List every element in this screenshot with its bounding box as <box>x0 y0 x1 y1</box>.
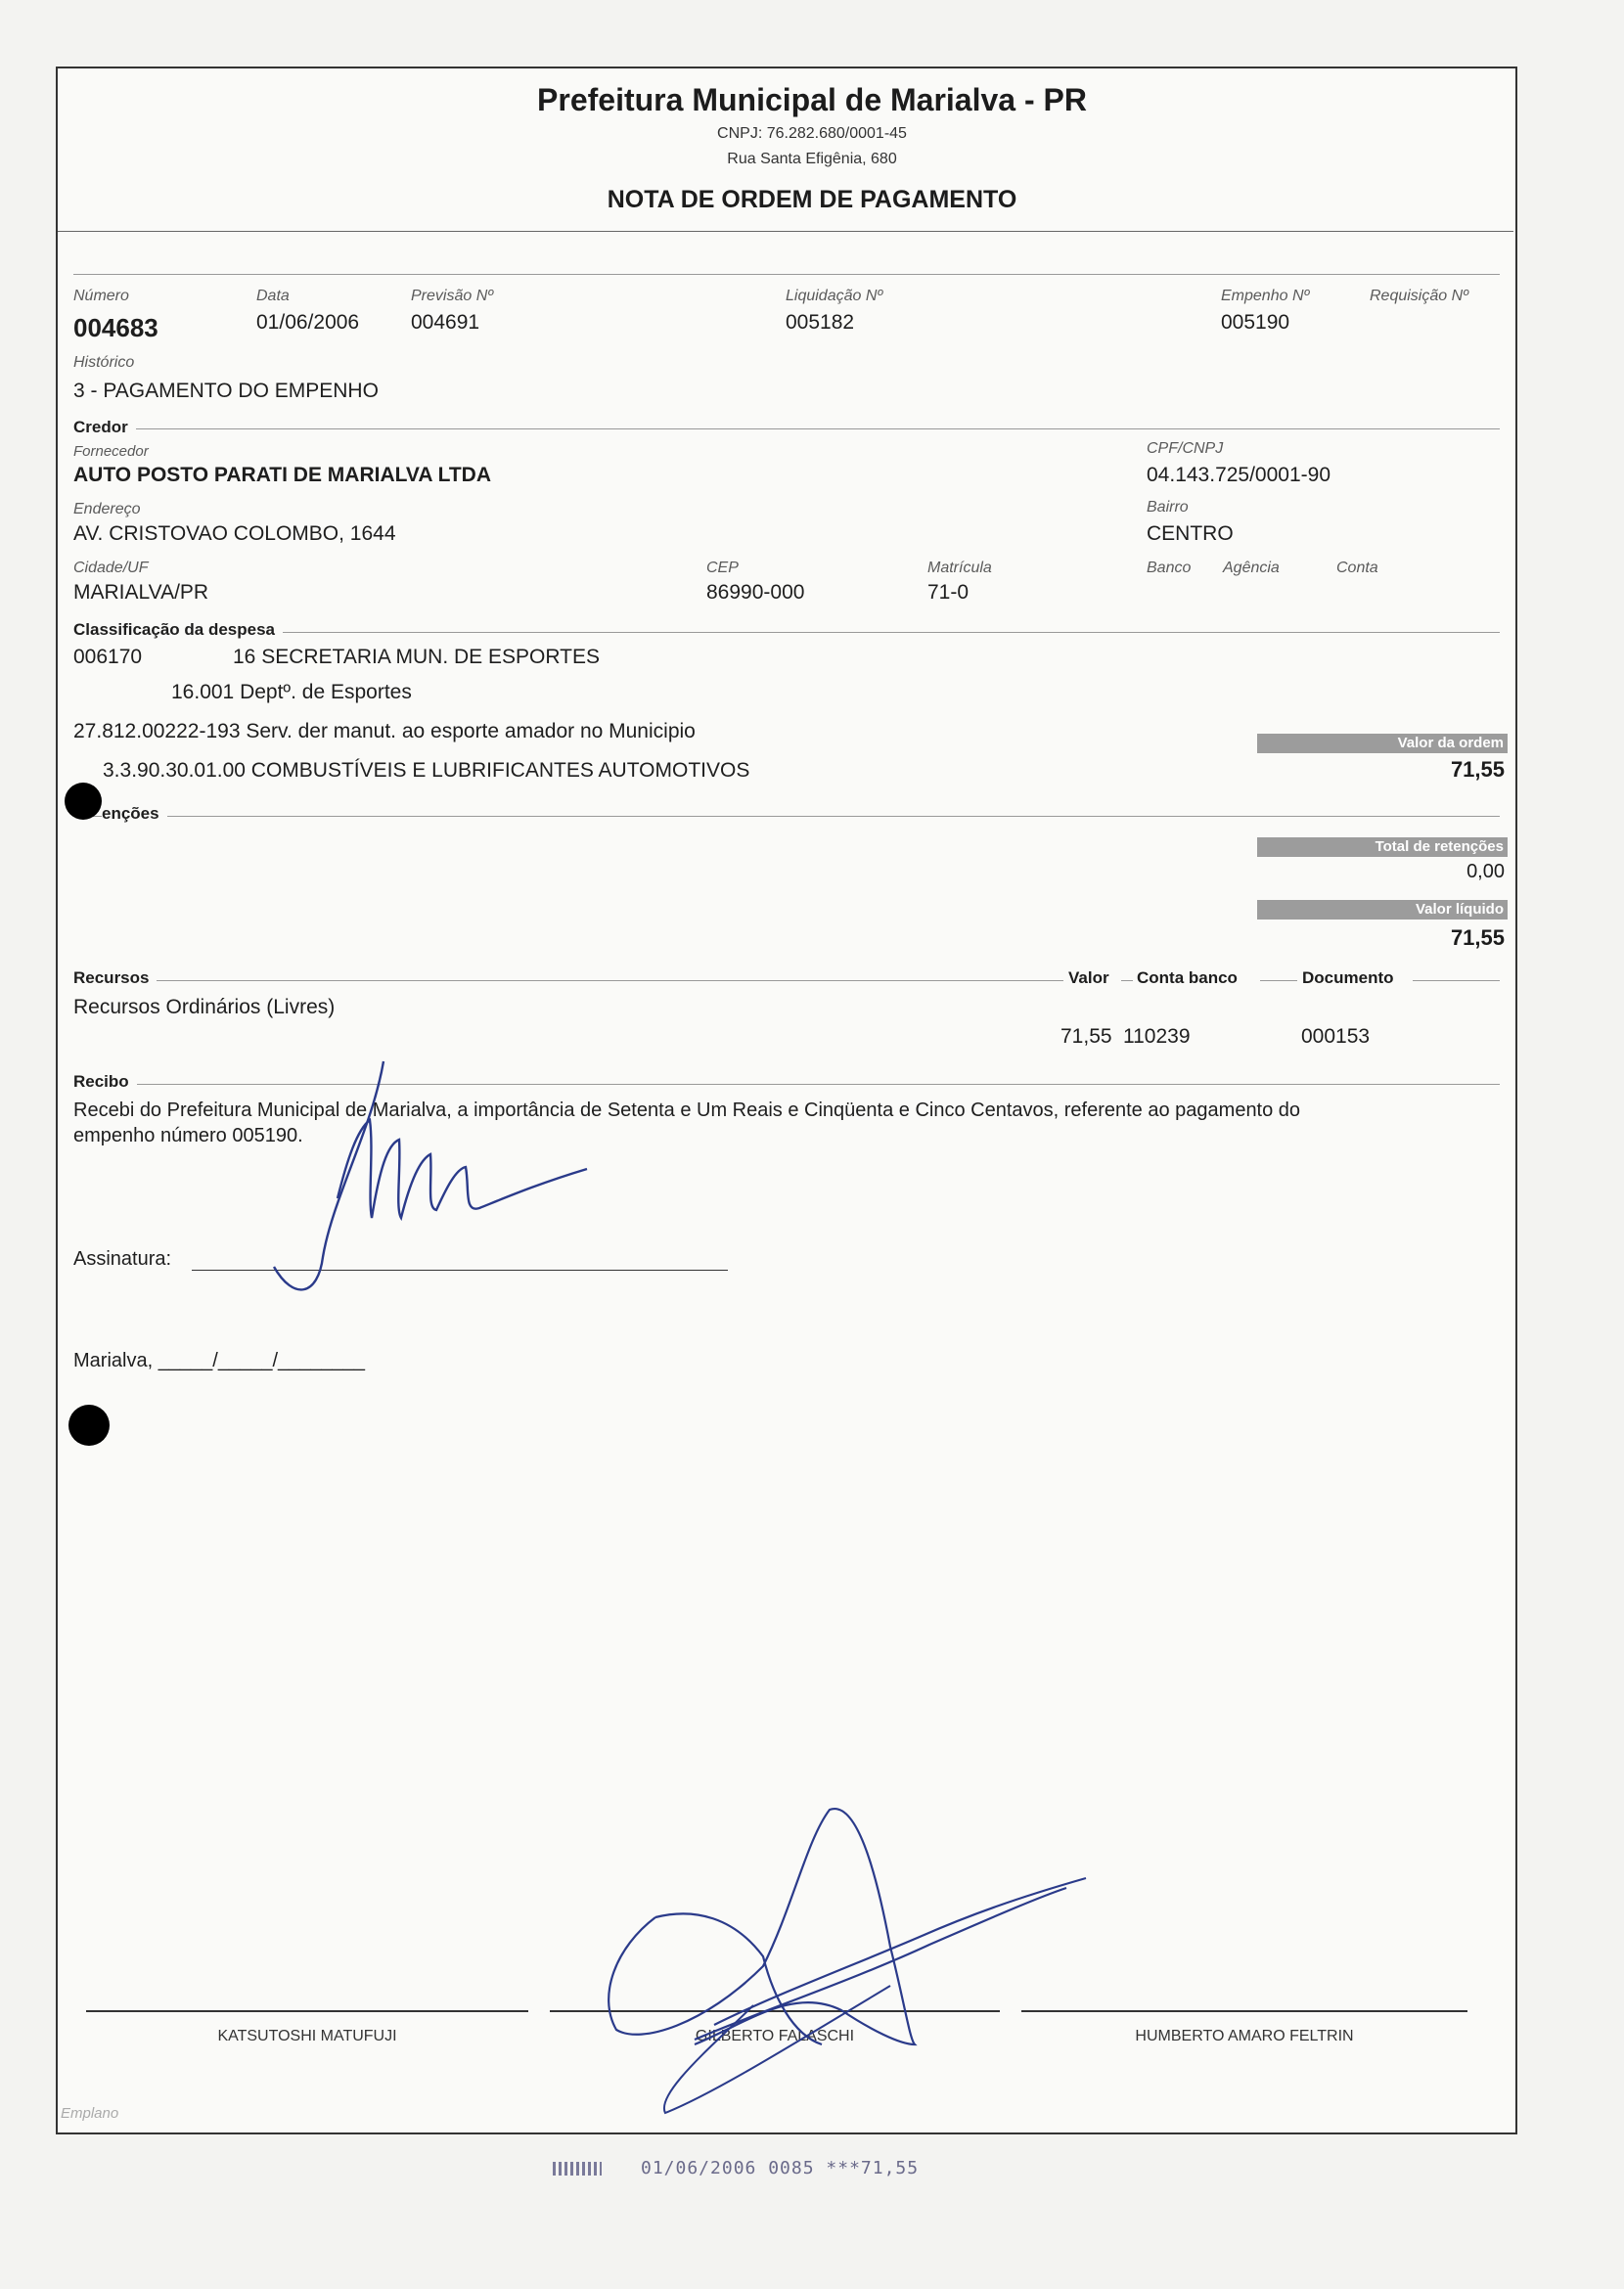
empenho-value: 005190 <box>1221 311 1290 334</box>
recursos-conta: 110239 <box>1123 1025 1191 1048</box>
recursos-rule-mid2 <box>1260 980 1297 981</box>
matricula-value: 71-0 <box>927 581 970 604</box>
valor-ordem-value: 71,55 <box>1450 757 1505 782</box>
credor-section-title: Credor <box>73 418 136 437</box>
signature-line-1 <box>86 2010 528 2012</box>
bairro-label: Bairro <box>1147 499 1189 516</box>
recursos-valor: 71,55 <box>1060 1025 1112 1048</box>
recursos-documento: 000153 <box>1301 1025 1371 1048</box>
liquidacao-value: 005182 <box>786 311 855 334</box>
punch-hole-lower <box>68 1405 110 1446</box>
signatory-3: HUMBERTO AMARO FELTRIN <box>1135 2028 1354 2044</box>
cidade-value: MARIALVA/PR <box>73 581 209 604</box>
recursos-rule-right <box>1413 980 1500 981</box>
fornecedor-value: AUTO POSTO PARATI DE MARIALVA LTDA <box>73 464 491 486</box>
emitter-mark: Emplano <box>61 2105 119 2122</box>
bairro-value: CENTRO <box>1147 522 1234 545</box>
endereco-value: AV. CRISTOVAO COLOMBO, 1644 <box>73 522 396 545</box>
previsao-label: Previsão Nº <box>411 288 494 304</box>
recibo-text-line2: empenho número 005190. <box>73 1125 303 1146</box>
recibo-text-line1: Recebi do Prefeitura Municipal de Marialva, a importância de Setenta e Um Reais e Cinqüenta e Cinco Centavos, referente ao pagamento do <box>73 1100 1301 1121</box>
requisicao-label: Requisição Nº <box>1370 288 1468 304</box>
cnpj-line: CNPJ: 76.282.680/0001-45 <box>717 125 907 142</box>
cidade-label: Cidade/UF <box>73 560 149 576</box>
fornecedor-label: Fornecedor <box>73 443 149 460</box>
numero-label: Número <box>73 288 129 304</box>
valor-ordem-label: Valor da ordem <box>1257 734 1508 753</box>
stamp-mark-icon <box>553 2162 602 2176</box>
retencoes-section-title: enções <box>102 804 167 824</box>
elemento-value: 3.3.90.30.01.00 COMBUSTÍVEIS E LUBRIFICANTES AUTOMOTIVOS <box>103 759 750 782</box>
secretaria-value: 16 SECRETARIA MUN. DE ESPORTES <box>233 646 600 668</box>
classificacao-code: 006170 <box>73 646 143 668</box>
recibo-section-title: Recibo <box>73 1072 137 1092</box>
valor-liquido-value: 71,55 <box>1450 925 1505 950</box>
classificacao-section-title: Classificação da despesa <box>73 620 283 640</box>
cpf-value: 04.143.725/0001-90 <box>1147 464 1331 486</box>
signatory-2: GILBERTO FALASCHI <box>695 2028 855 2044</box>
header-divider <box>58 231 1513 232</box>
address-line: Rua Santa Efigênia, 680 <box>727 151 897 167</box>
previsao-value: 004691 <box>411 311 480 334</box>
recursos-conta-label: Conta banco <box>1137 968 1238 987</box>
recursos-documento-label: Documento <box>1302 968 1394 987</box>
bank-stamp <box>553 2158 919 2178</box>
top-rule <box>73 274 1500 275</box>
historico-label: Histórico <box>73 354 135 371</box>
recursos-valor-label: Valor <box>1068 968 1109 987</box>
departamento-value: 16.001 Deptº. de Esportes <box>171 681 412 703</box>
agencia-label: Agência <box>1223 560 1280 576</box>
banco-label: Banco <box>1147 560 1192 576</box>
total-retencoes-value: 0,00 <box>1466 861 1505 882</box>
numero-value: 004683 <box>73 313 158 342</box>
historico-value: 3 - PAGAMENTO DO EMPENHO <box>73 380 379 402</box>
signatory-1: KATSUTOSHI MATUFUJI <box>217 2028 397 2044</box>
data-value: 01/06/2006 <box>256 311 360 334</box>
retencoes-rule <box>73 816 1500 817</box>
local-date: Marialva, _____/_____/________ <box>73 1350 366 1371</box>
endereco-label: Endereço <box>73 501 141 517</box>
recibo-signature <box>264 1052 597 1306</box>
cep-label: CEP <box>706 560 739 576</box>
empenho-label: Empenho Nº <box>1221 288 1310 304</box>
recursos-rule-left <box>73 980 1063 981</box>
credor-rule <box>73 428 1500 429</box>
programa-value: 27.812.00222-193 Serv. der manut. ao esporte amador no Municipio <box>73 720 696 742</box>
valor-liquido-label: Valor líquido <box>1257 900 1508 920</box>
data-label: Data <box>256 288 290 304</box>
liquidacao-label: Liquidação Nº <box>786 288 883 304</box>
matricula-label: Matrícula <box>927 560 992 576</box>
recursos-section-title: Recursos <box>73 968 157 988</box>
document-title: Prefeitura Municipal de Marialva - PR <box>537 82 1087 117</box>
punch-hole-upper <box>65 783 102 820</box>
recursos-rule-mid1 <box>1121 980 1133 981</box>
document-subtitle: NOTA DE ORDEM DE PAGAMENTO <box>607 186 1017 213</box>
stamp-text: 01/06/2006 0085 ***71,55 <box>641 2158 920 2178</box>
gilberto-signature <box>597 1800 1105 2132</box>
cep-value: 86990-000 <box>706 581 805 604</box>
classificacao-rule <box>73 632 1500 633</box>
assinatura-label: Assinatura: <box>73 1248 172 1270</box>
total-retencoes-label: Total de retenções <box>1257 837 1508 857</box>
conta-label: Conta <box>1336 560 1378 576</box>
cpf-label: CPF/CNPJ <box>1147 440 1224 457</box>
recursos-descricao: Recursos Ordinários (Livres) <box>73 996 336 1018</box>
